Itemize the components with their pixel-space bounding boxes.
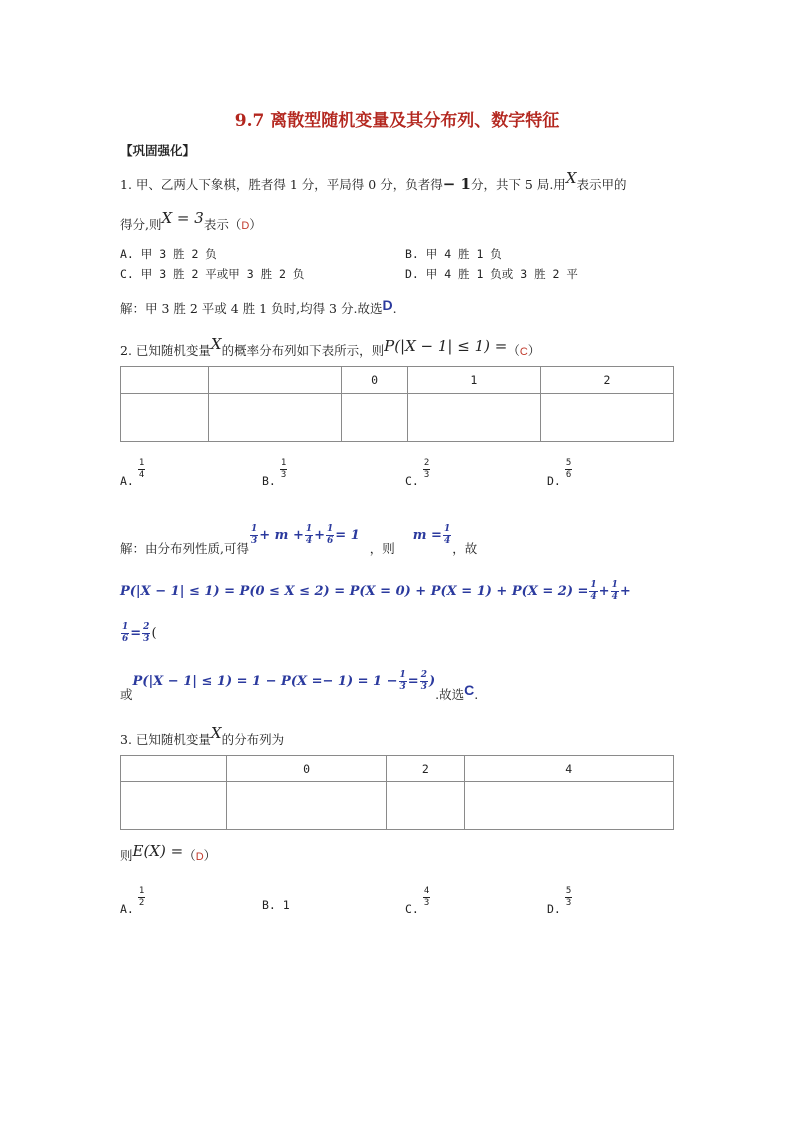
- q2-sol-then: ，则: [369, 541, 395, 556]
- q2-expression: P(|X − 1| ≤ 1) =: [384, 337, 508, 355]
- q1-line1: [120, 169, 627, 193]
- option-label: D.: [547, 902, 561, 916]
- eq-part: ): [428, 674, 436, 689]
- option-value: 1: [282, 898, 290, 912]
- q2-option-b: [262, 458, 288, 488]
- frac-den: 3: [399, 682, 406, 692]
- q2-distribution-table: [120, 366, 674, 442]
- q2-table-cell: [121, 367, 209, 394]
- frac-den: 3: [280, 470, 287, 480]
- eq-part: m =: [412, 528, 442, 543]
- eq-part: +: [314, 528, 326, 543]
- q3-table-header-row: [121, 756, 674, 782]
- q2-solution-line2: [120, 580, 631, 603]
- q1-solution: [120, 299, 397, 317]
- q3-table-cell-empty: [121, 782, 227, 830]
- frac-den: 4: [305, 536, 313, 546]
- q1-line2-post: 表示（: [203, 217, 242, 232]
- q2-sol-choice: C: [464, 682, 475, 698]
- frac: [250, 524, 258, 547]
- q3-answer: D: [195, 851, 204, 863]
- q3-var-x: X: [210, 724, 222, 742]
- q2-sol-choose: .故选: [435, 687, 465, 702]
- q2-option-a: [120, 458, 146, 488]
- eq-part: =: [130, 626, 142, 641]
- q2-stem: [120, 335, 541, 359]
- frac-den: 3: [250, 536, 258, 546]
- frac-den: 4: [443, 536, 451, 546]
- q3-close: ）: [203, 848, 217, 863]
- q3-open: （: [183, 848, 196, 863]
- q3-stem-post: 的分布列为: [221, 732, 285, 747]
- frac: [589, 580, 597, 603]
- q3-option-d: [547, 886, 573, 916]
- q1-answer: D: [241, 220, 250, 232]
- q2-sol-line4-expr: [132, 670, 436, 692]
- frac-num: 5: [565, 886, 572, 896]
- frac-den: 4: [611, 592, 618, 602]
- frac-num: 5: [565, 458, 572, 468]
- frac: [443, 524, 451, 547]
- q3-option-a: [120, 886, 146, 916]
- frac-den: 3: [420, 682, 427, 692]
- option-label: B.: [262, 898, 276, 912]
- frac-num: 1: [443, 524, 451, 534]
- q2-sol-end: .: [474, 687, 479, 702]
- frac: [305, 524, 313, 547]
- q2-sol-line2-text: P(|X − 1| ≤ 1) = P(0 ≤ X ≤ 2) = P(X = 0) + P(X = 1) + P(X = 2) =: [120, 584, 589, 599]
- q2-table-header-row: [121, 367, 674, 394]
- eq-part: + m +: [259, 528, 304, 543]
- q1-text-end: 表示甲的: [576, 177, 627, 192]
- frac-den: 3: [143, 634, 150, 644]
- q3-option-c: [405, 886, 431, 916]
- q1-solution-text: 解：甲 3 胜 2 平或 4 胜 1 负时,均得 3 分.故选: [120, 301, 383, 316]
- eq-part: = 1: [335, 528, 360, 543]
- q2-sol-or: 或: [120, 687, 133, 702]
- q3-table-cell: [121, 756, 227, 782]
- option-fraction: [138, 458, 145, 481]
- q2-table-cell-empty: [342, 394, 408, 442]
- option-fraction: [565, 458, 572, 481]
- frac-num: 1: [250, 524, 258, 534]
- q1-text: 1. 甲、乙两人下象棋，胜者得 1 分，平局得 0 分，负者得: [120, 177, 443, 192]
- q3-table-cell: 2: [387, 756, 464, 782]
- q3-ask-pre: 则: [120, 848, 133, 863]
- q2-solution-line1: [120, 524, 478, 556]
- frac: [420, 670, 428, 693]
- eq-part: =: [407, 674, 419, 689]
- frac-num: 1: [138, 886, 145, 896]
- q3-ask: [120, 842, 217, 864]
- q2-stem-mid: 的概率分布列如下表所示，则: [221, 343, 385, 358]
- frac-num: 1: [280, 458, 287, 468]
- frac: [121, 622, 129, 645]
- q1-solution-choice: D: [382, 297, 393, 313]
- frac-den: 6: [565, 470, 572, 480]
- frac-num: 1: [327, 524, 334, 534]
- q1-option-a: A. 甲 3 胜 2 负: [120, 247, 217, 261]
- q3-stem-pre: 3. 已知随机变量: [120, 732, 211, 747]
- q1-text-tail: 分，共下 5 局.用: [470, 177, 566, 192]
- q1-option-d: D. 甲 4 胜 1 负或 3 胜 2 平: [405, 267, 578, 281]
- q2-open: （: [507, 343, 520, 358]
- q2-solution-line3: [120, 622, 157, 645]
- q2-sol-pre: 解：由分布列性质,可得: [120, 541, 249, 556]
- q2-table-cell: 0: [342, 367, 408, 394]
- frac-num: 2: [143, 622, 150, 632]
- q2-answer: C: [519, 346, 528, 358]
- frac: [326, 524, 334, 547]
- q1-var-x: X: [565, 169, 577, 187]
- q3-table-cell-empty: [387, 782, 464, 830]
- q1-condition: X = 3: [161, 209, 204, 227]
- q2-option-c: [405, 458, 431, 488]
- frac-den: 4: [138, 470, 145, 480]
- option-fraction: [138, 886, 145, 909]
- frac-num: 1: [138, 458, 145, 468]
- frac-num: 1: [399, 670, 406, 680]
- frac-num: 1: [611, 580, 618, 590]
- q3-distribution-table: [120, 755, 674, 830]
- q3-option-b: [262, 898, 290, 912]
- option-label: C.: [405, 902, 419, 916]
- frac-num: 2: [420, 670, 427, 680]
- frac-den: 3: [423, 470, 430, 480]
- q3-ask-expr: E(X) =: [132, 842, 184, 860]
- option-fraction: [280, 458, 287, 481]
- q3-table-cell-empty: [464, 782, 673, 830]
- q2-table-cell: [209, 367, 342, 394]
- q2-table-cell-empty: [121, 394, 209, 442]
- eq-part: (: [151, 626, 157, 641]
- frac: [142, 622, 150, 645]
- q2-table-cell-empty: [407, 394, 540, 442]
- q2-option-d: [547, 458, 573, 488]
- option-fraction: [565, 886, 572, 909]
- q3-table-body-row: [121, 782, 674, 830]
- frac-den: 6: [122, 634, 129, 644]
- q2-sol-gu: ，故: [452, 541, 478, 556]
- q2-table-cell: 1: [407, 367, 540, 394]
- frac-den: 3: [423, 898, 430, 908]
- q2-solution-line4: [120, 670, 479, 702]
- q2-table-body-row: [121, 394, 674, 442]
- frac-den: 4: [590, 592, 597, 602]
- frac: [611, 580, 619, 603]
- q1-solution-end: .: [392, 301, 397, 316]
- option-label: B.: [262, 474, 276, 488]
- q2-sol-m: [412, 524, 452, 546]
- frac-num: 1: [122, 622, 129, 632]
- option-label: D.: [547, 474, 561, 488]
- q2-table-cell-empty: [209, 394, 342, 442]
- frac-num: 4: [423, 886, 430, 896]
- eq-part: +: [619, 584, 631, 599]
- q1-option-b: B. 甲 4 胜 1 负: [405, 247, 502, 261]
- q2-table-cell: 2: [540, 367, 673, 394]
- q2-close: ）: [527, 343, 541, 358]
- option-label: C.: [405, 474, 419, 488]
- option-label: A.: [120, 902, 134, 916]
- q2-stem-pre: 2. 已知随机变量: [120, 343, 211, 358]
- q2-table-cell-empty: [540, 394, 673, 442]
- frac: [399, 670, 407, 693]
- frac-num: 1: [305, 524, 313, 534]
- q2-sol-equation: [249, 524, 360, 546]
- option-label: A.: [120, 474, 134, 488]
- q1-close: ）: [249, 217, 262, 232]
- frac-num: 2: [423, 458, 430, 468]
- frac-den: 6: [327, 536, 334, 546]
- q1-line2: [120, 209, 262, 233]
- q2-var-x: X: [210, 335, 222, 353]
- option-fraction: [423, 458, 430, 481]
- q1-neg-one: − 1: [442, 175, 471, 193]
- q3-table-cell: 0: [227, 756, 387, 782]
- q3-stem: [120, 724, 285, 748]
- frac-den: 2: [138, 898, 145, 908]
- eq-part: P(|X − 1| ≤ 1) = 1 − P(X =− 1) = 1 −: [132, 674, 398, 689]
- page-title: 9.7 离散型随机变量及其分布列、数字特征: [234, 111, 560, 131]
- q1-option-c: C. 甲 3 胜 2 平或甲 3 胜 2 负: [120, 267, 305, 281]
- frac-den: 3: [565, 898, 572, 908]
- eq-part: +: [598, 584, 610, 599]
- q3-table-cell: 4: [464, 756, 673, 782]
- q1-line2-pre: 得分,则: [120, 217, 162, 232]
- frac-num: 1: [590, 580, 597, 590]
- q3-table-cell-empty: [227, 782, 387, 830]
- option-fraction: [423, 886, 430, 909]
- section-heading: 【巩固强化】: [120, 143, 196, 158]
